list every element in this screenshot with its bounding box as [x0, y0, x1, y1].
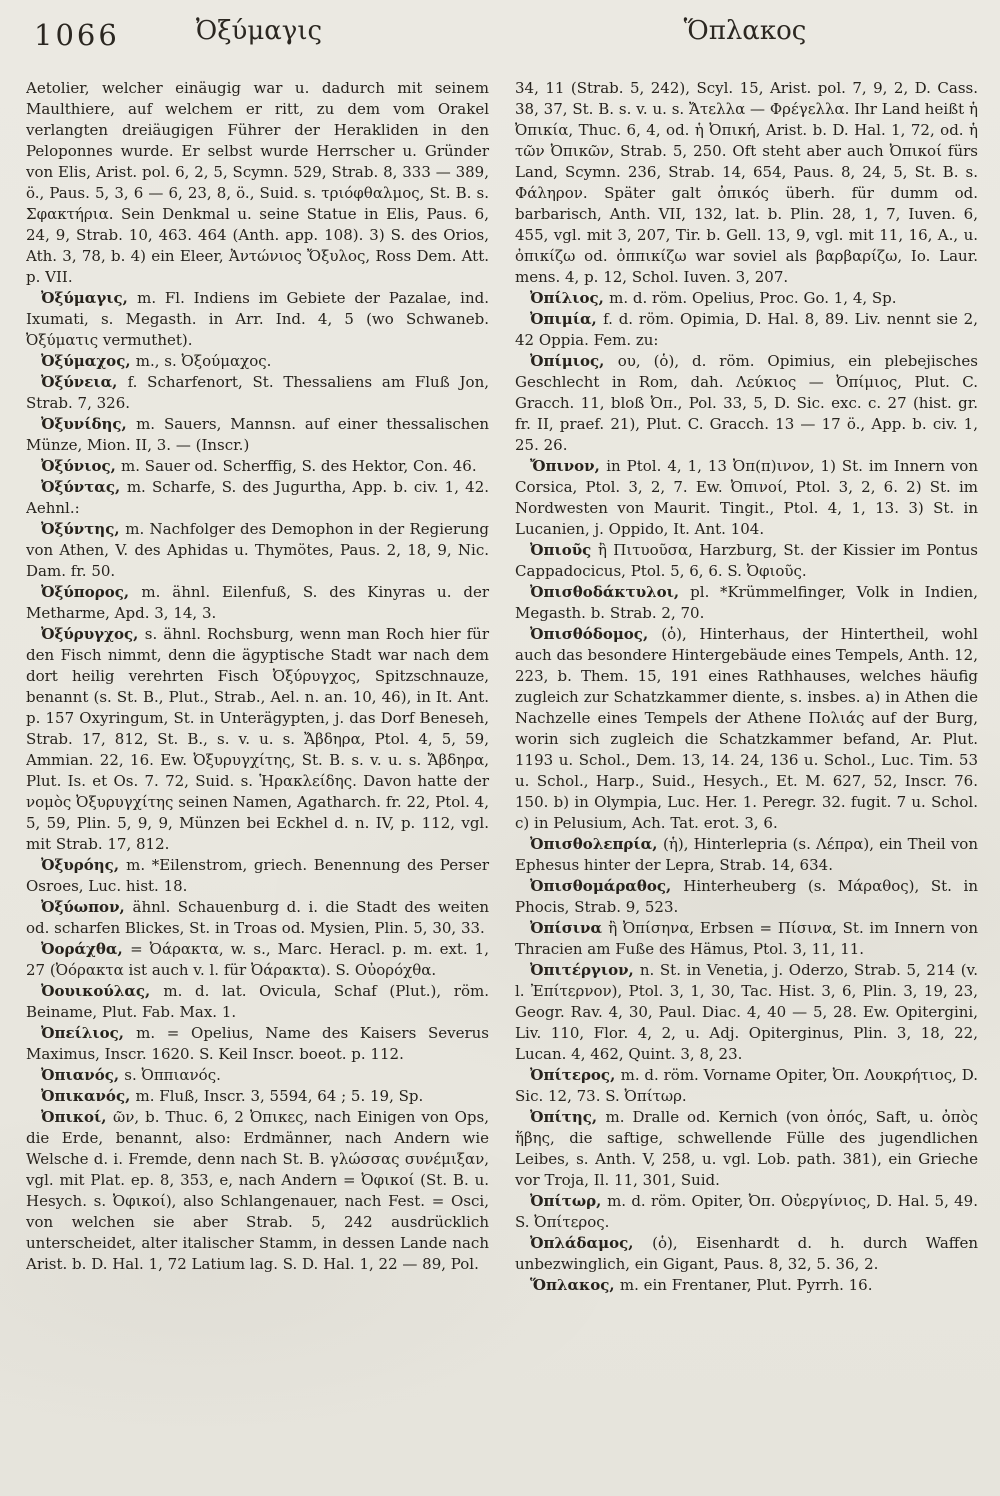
running-head-right: Ὅπλακος [683, 16, 807, 46]
dictionary-entry [515, 1107, 978, 1191]
entry-text: ἢ Πιτυοῦσα, Harzburg, St. der Kissier im Pontus Cappadocicus, Ptol. 5, 6, 6. S. Ὀφιοῦς. [515, 541, 978, 580]
entry-text: m., s. Ὀξούμαχος. [135, 352, 272, 370]
entry-lemma: Ὀπικανός, [41, 1087, 136, 1105]
entry-text: n. St. in Venetia, j. Oderzo, Strab. 5, 214 (v. l. Ἐπίτερνον), Ptol. 3, 1, 30, Tac. Hist. 3, 6, Plin. 3, 19, 23, Geogr. Rav. 4, 30, Paul. Diac. 4, 40 — 5, 28. Ew. Opitergini, Liv. 110, Flor. 4, 2, u. Adj. Opiterginus, Plin. 3, 18, 22, Lucan. 4, 462, Quint. 3, 8, 23. [515, 961, 978, 1063]
entry-text: m. Dralle od. Kernich (von ὀπός, Saft, u. ὀπὸς ἥβης, die saftige, schwellende Fülle des jugendlichen Leibes, s. Anth. V, 258, u. vgl. Lob. path. 381), ein Grieche vor Troja, Il. 11, 301, Suid. [515, 1108, 978, 1189]
dictionary-entry [515, 1065, 978, 1107]
right-column [515, 78, 978, 1486]
dictionary-entry [26, 1107, 489, 1275]
entry-lemma: Ὀπισθόδομος, [530, 625, 662, 643]
entry-text: m. d. röm. Opelius, Proc. Go. 1, 4, Sp. [609, 289, 897, 307]
dictionary-entry [26, 519, 489, 582]
entry-lemma: Ὀπισθομάραθος, [530, 877, 684, 895]
dictionary-entry [515, 456, 978, 540]
entry-lemma: Ὀξύμαχος, [41, 352, 136, 370]
entry-text: = Ὀάρακτα, w. s., Marc. Heracl. p. m. ext. 1, 27 (Ὀόρακτα ist auch v. l. für Ὀάρακτα). S. Οὐορόχθα. [26, 940, 489, 979]
entry-text: ähnl. Schauenburg d. i. die Stadt des weiten od. scharfen Blickes, St. in Troas od. Mysien, Plin. 5, 30, 33. [26, 898, 489, 937]
dictionary-entry [515, 1275, 978, 1296]
dictionary-entry [515, 288, 978, 309]
entry-lemma: Ὀπιανός, [41, 1066, 125, 1084]
dictionary-entry [26, 981, 489, 1023]
dictionary-entry [26, 372, 489, 414]
entry-text: m. d. lat. Ovicula, Schaf (Plut.), röm. Beiname, Plut. Fab. Max. 1. [26, 982, 489, 1021]
dictionary-entry [515, 624, 978, 834]
dictionary-entry [515, 1191, 978, 1233]
entry-text: m. Fl. Indiens im Gebiete der Pazalae, ind. Ixumati, s. Megasth. in Arr. Ind. 4, 5 (wo Schwaneb. Ὀξύματις vermuthet). [26, 289, 489, 349]
dictionary-entry [26, 477, 489, 519]
entry-lemma: Ὀξυρόης, [41, 856, 127, 874]
entry-text: in Ptol. 4, 1, 13 Ὀπ(π)ινον, 1) St. im Innern von Corsica, Ptol. 3, 2, 7. Ew. Ὀπινοί, Ptol. 3, 2, 6. 2) St. im Nordwesten von Maurit. Tingit., Ptol. 4, 1, 13. 3) St. in Lucanien, j. Oppido, It. Ant. 104. [515, 457, 978, 538]
dictionary-entry [515, 960, 978, 1065]
entry-text: m. *Eilenstrom, griech. Benennung des Perser Osroes, Luc. hist. 18. [26, 856, 489, 895]
entry-text: ου, (ὁ), d. röm. Opimius, ein plebejisches Geschlecht in Rom, dah. Λεύκιος — Ὀπίμιος, Plut. C. Gracch. 11, bloß Ὀπ., Pol. 33, 5, D. Sic. exc. c. 27 (hist. gr. fr. II, praef. 21), Plut. C. Gracch. 13 — 17 ö., App. b. civ. 1, 25. 26. [515, 352, 978, 454]
entry-lemma: Ὀξύωπον, [41, 898, 133, 916]
entry-lemma: Ὀπίτερος, [530, 1066, 621, 1084]
dictionary-entry [26, 288, 489, 351]
entry-text: (ὁ), Eisenhardt d. h. durch Waffen unbezwinglich, ein Gigant, Paus. 8, 32, 5. 36, 2. [515, 1234, 978, 1273]
page-number: 1066 [34, 18, 120, 52]
dictionary-entry [26, 414, 489, 456]
dictionary-entry [26, 939, 489, 981]
entry-text: m. d. röm. Opiter, Ὀπ. Οὐεργίνιος, D. Hal. 5, 49. S. Ὀπίτερος. [515, 1192, 978, 1231]
dictionary-entry [515, 309, 978, 351]
dictionary-entry [515, 540, 978, 582]
dictionary-entry [26, 582, 489, 624]
entry-lemma: Ὀξύμαγις, [41, 289, 138, 307]
entry-text: 34, 11 (Strab. 5, 242), Scyl. 15, Arist. pol. 7, 9, 2, D. Cass. 38, 37, St. B. s. v. u. s. Ἄτελλα — Φρέγελλα. Ihr Land heißt ἡ Ὀπικία, Thuc. 6, 4, od. ἡ Ὀπική, Arist. b. D. Hal. 1, 72, od. ἡ τῶν Ὀπικῶν, Strab. 5, 250. Oft steht aber auch Ὀπικοί fürs Land, Scymn. 236, Strab. 14, 654, Paus. 8, 24, 5, St. B. s. Φάληρον. Später galt ὀπικός überh. für dumm od. barbarisch, Anth. VII, 132, lat. b. Plin. 28, 1, 7, Iuven. 6, 455, vgl. mit 3, 207, Tir. b. Gell. 13, 9, vgl. mit 11, 16, A., u. ὀπικίζω od. ὀππικίζω war soviel als βαρβαρίζω, Io. Laur. mens. 4, p. 12, Schol. Iuven. 3, 207. [515, 79, 978, 286]
text-columns [26, 78, 978, 1486]
dictionary-entry [515, 876, 978, 918]
entry-lemma: Ὄπινον, [530, 457, 607, 475]
entry-text: ἢ Ὀπίσηνα, Erbsen = Πίσινα, St. im Innern von Thracien am Fuße des Hämus, Ptol. 3, 11, 11. [515, 919, 978, 958]
entry-lemma: Ὀπισθοδάκτυλοι, [530, 583, 691, 601]
entry-lemma: Ὀπλάδαμος, [530, 1234, 653, 1252]
dictionary-entry [26, 1086, 489, 1107]
dictionary-entry [515, 351, 978, 456]
entry-text: m. Sauer od. Scherffig, S. des Hektor, Con. 46. [121, 457, 477, 475]
dictionary-entry [26, 855, 489, 897]
entry-lemma: Ὀξύντης, [41, 520, 126, 538]
continuation-paragraph [26, 78, 489, 288]
entry-text: m. ein Frentaner, Plut. Pyrrh. 16. [619, 1276, 873, 1294]
entry-lemma: Ὀπίλιος, [530, 289, 610, 307]
dictionary-entry [515, 834, 978, 876]
entry-lemma: Ὀπιοῦς [530, 541, 599, 559]
entry-text: m. d. röm. Vorname Opiter, Ὀπ. Λουκρήτιος, D. Sic. 12, 73. S. Ὀπίτωρ. [515, 1066, 978, 1105]
entry-lemma: Ὀξυνίδης, [41, 415, 137, 433]
entry-text: s. ähnl. Rochsburg, wenn man Roch hier für den Fisch nimmt, denn die ägyptische Stadt war nach dem dort heilig verehrten Fisch Ὀξύρυγχος, Spitzschnauze, benannt (s. St. B., Plut., Strab., Ael. n. an. 10, 46), in It. Ant. p. 157 Oxyringum, St. in Unterägypten, j. das Dorf Beneseh, Strab. 17, 812, St. B., s. v. u. s. Ἄβδηρα, Ptol. 4, 5, 59, Ammian. 22, 16. Ew. Ὀξυρυγχίτης, St. B. s. v. u. s. Ἄβδηρα, Plut. Is. et Os. 7. 72, Suid. s. Ἡρακλείδης. Davon hatte der νομὸς Ὀξυρυγχίτης seinen Namen, Agatharch. fr. 22, Ptol. 4, 5, 59, Plin. 5, 9, 9, Münzen bei Eckhel d. n. IV, p. 112, vgl. mit Strab. 17, 812. [26, 625, 489, 853]
entry-lemma: Ὀπικοί, [41, 1108, 113, 1126]
entry-text: s. Ὀππιανός. [124, 1066, 221, 1084]
entry-lemma: Ὀπίτης, [530, 1108, 606, 1126]
entry-text: m. Scharfe, S. des Jugurtha, App. b. civ. 1, 42. Aehnl.: [26, 478, 490, 517]
running-head-left: Ὀξύμαγις [195, 16, 323, 46]
entry-text: f. Scharfenort, St. Thessaliens am Fluß Jon, Strab. 7, 326. [26, 373, 489, 412]
dictionary-entry [26, 624, 489, 855]
entry-lemma: Ὀξύνιος, [41, 457, 122, 475]
continuation-paragraph [515, 78, 978, 288]
entry-lemma: Ὀξύνεια, [41, 373, 128, 391]
entry-lemma: Ὀπισθολεπρία, [530, 835, 664, 853]
entry-text: (ὁ), Hinterhaus, der Hintertheil, wohl auch das besondere Hintergebäude eines Tempels, Anth. 12, 223, b. Them. 15, 191 eines Rathhauses, welches häufig zugleich zur Schatzkammer diente, s. insbes. a) in Athen die Nachzelle eines Tempels der Athene Πολιάς auf der Burg, worin sich zugleich die Schatzkammer befand, Ar. Plut. 1193 u. Schol., Dem. 13, 14. 24, 136 u. Schol., Luc. Tim. 53 u. Schol., Harp., Suid., Hesych., Et. M. 627, 52, Inscr. 76. 150. b) in Olympia, Luc. Her. 1. Peregr. 32. fugit. 7 u. Schol. c) in Pelusium, Ach. Tat. erot. 3, 6. [515, 625, 978, 832]
entry-lemma: Ὀοράχθα, [41, 940, 131, 958]
entry-text: m. ähnl. Eilenfuß, S. des Kinyras u. der Metharme, Apd. 3, 14, 3. [26, 583, 489, 622]
entry-lemma: Ὀπίσινα [530, 919, 609, 937]
entry-text: m. = Opelius, Name des Kaisers Severus Maximus, Inscr. 1620. S. Keil Inscr. boeot. p. 112. [26, 1024, 489, 1063]
entry-lemma: Ὅπλακος, [530, 1276, 620, 1294]
entry-lemma: Ὀξύπορος, [41, 583, 142, 601]
entry-text: Hinterheuberg (s. Μάραθος), St. in Phocis, Strab. 9, 523. [515, 877, 978, 916]
entry-text: m. Nachfolger des Demophon in der Regierung von Athen, V. des Aphidas u. Thymötes, Paus. 2, 18, 9, Nic. Dam. fr. 50. [26, 520, 489, 580]
entry-lemma: Ὀπείλιος, [41, 1024, 137, 1042]
dictionary-entry [515, 582, 978, 624]
entry-lemma: Ὀουικούλας, [41, 982, 164, 1000]
entry-lemma: Ὀξύρυγχος, [41, 625, 145, 643]
entry-lemma: Ὀπίτωρ, [530, 1192, 608, 1210]
dictionary-entry [26, 351, 489, 372]
left-column [26, 78, 489, 1486]
entry-lemma: Ὀπιμία, [530, 310, 604, 328]
entry-text: f. d. röm. Opimia, D. Hal. 8, 89. Liv. nennt sie 2, 42 Oppia. Fem. zu: [515, 310, 978, 349]
dictionary-entry [26, 897, 489, 939]
entry-text: m. Fluß, Inscr. 3, 5594, 64 ; 5. 19, Sp. [135, 1087, 424, 1105]
entry-text: m. Sauers, Mannsn. auf einer thessalischen Münze, Mion. II, 3. — (Inscr.) [26, 415, 489, 454]
entry-lemma: Ὀπίμιος, [530, 352, 618, 370]
dictionary-entry [515, 1233, 978, 1275]
entry-text: Aetolier, welcher einäugig war u. dadurch mit seinem Maulthiere, auf welchem er ritt, zu dem vom Orakel verlangten dreiäugigen Führer der Herakliden in den Peloponnes wurde. Er selbst wurde Herrscher u. Gründer von Elis, Arist. pol. 6, 2, 5, Scymn. 529, Strab. 8, 333 — 389, ö., Paus. 5, 3, 6 — 6, 23, 8, ö., Suid. s. τριόφθαλμος, St. B. s. Σφακτήρια. Sein Denkmal u. seine Statue in Elis, Paus. 6, 24, 9, Strab. 10, 463. 464 (Anth. app. 108). 3) S. des Orios, Ath. 3, 78, b. 4) ein Eleer, Ἀντώνιος Ὄξυλος, Ross Dem. Att. p. VII. [26, 79, 489, 286]
dictionary-entry [515, 918, 978, 960]
entry-text: pl. *Krümmelfinger, Volk in Indien, Megasth. b. Strab. 2, 70. [515, 583, 978, 622]
dictionary-entry [26, 1023, 489, 1065]
page-header [26, 14, 978, 72]
dictionary-entry [26, 456, 489, 477]
entry-text: ῶν, b. Thuc. 6, 2 Ὀπικες, nach Einigen von Ops, die Erde, benannt, also: Erdmänner, nach Andern wie Welsche d. i. Fremde, denn nach St. B. γλώσσας συνέμιξαν, vgl. mit Plat. ep. 8, 353, e, nach Andern = Ὀφικοί (St. B. u. Hesych. s. Ὀφικοί), also Schlangenauer, nach Fest. = Osci, von welchen sie aber Strab. 5, 242 ausdrücklich unterscheidet, alter italischer Stamm, in dessen Lande nach Arist. b. D. Hal. 1, 72 Latium lag. S. D. Hal. 1, 22 — 89, Pol. [26, 1108, 489, 1273]
entry-lemma: Ὀπιτέργιον, [530, 961, 640, 979]
dictionary-entry [26, 1065, 489, 1086]
entry-lemma: Ὀξύντας, [41, 478, 127, 496]
entry-text: (ἡ), Hinterlepria (s. Λέπρα), ein Theil von Ephesus hinter der Lepra, Strab. 14, 634. [515, 835, 978, 874]
